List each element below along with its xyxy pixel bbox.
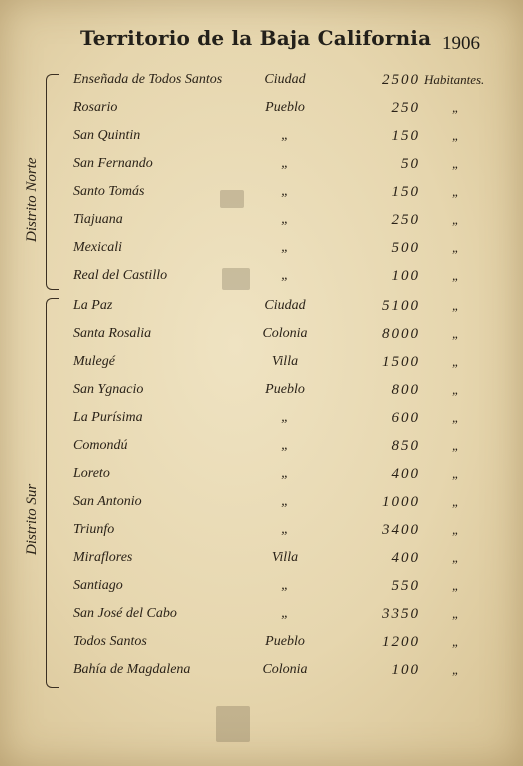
table-row <box>0 438 523 462</box>
ink-smudge <box>216 706 250 742</box>
place-name: La Purísima <box>73 410 143 425</box>
place-name: San Quintin <box>73 128 141 143</box>
place-type: Ciudad <box>264 72 306 87</box>
unit-label: „ <box>452 268 460 283</box>
unit-label: „ <box>452 240 460 255</box>
unit-label: „ <box>452 128 460 143</box>
unit-label: „ <box>452 578 460 593</box>
table-row <box>0 578 523 602</box>
place-type: „ <box>281 212 289 227</box>
place-name: Santo Tomás <box>73 184 145 199</box>
place-name: Bahía de Magdalena <box>73 662 191 677</box>
unit-label: „ <box>452 100 460 115</box>
place-type: Colonia <box>262 662 308 677</box>
population-value: 8000 <box>382 326 420 342</box>
table-row <box>0 606 523 630</box>
ink-smudge <box>220 190 244 208</box>
place-type: „ <box>281 128 289 143</box>
population-value: 1200 <box>382 634 420 650</box>
place-type: „ <box>281 438 289 453</box>
table-row <box>0 354 523 378</box>
population-value: 3400 <box>382 522 420 538</box>
place-type: „ <box>281 466 289 481</box>
table-row <box>0 240 523 264</box>
unit-label: „ <box>452 298 460 313</box>
place-name: Santiago <box>73 578 123 593</box>
unit-label: „ <box>452 522 460 537</box>
place-type: „ <box>281 268 289 283</box>
population-value: 150 <box>391 128 420 144</box>
place-name: Mulegé <box>73 354 115 369</box>
population-value: 250 <box>391 212 420 228</box>
population-value: 600 <box>391 410 420 426</box>
place-name: Todos Santos <box>73 634 147 649</box>
place-name: La Paz <box>73 298 113 313</box>
year-label: 1906 <box>442 33 480 54</box>
unit-label: „ <box>452 354 460 369</box>
place-name: Loreto <box>73 466 110 481</box>
table-row <box>0 662 523 686</box>
unit-label: „ <box>452 184 460 199</box>
table-row <box>0 466 523 490</box>
population-value: 400 <box>391 466 420 482</box>
place-name: San Antonio <box>73 494 142 509</box>
population-value: 3350 <box>382 606 420 622</box>
population-value: 100 <box>391 662 420 678</box>
place-type: „ <box>281 240 289 255</box>
district-label-norte: Distrito Norte <box>24 157 40 242</box>
place-type: „ <box>281 522 289 537</box>
population-value: 2500 <box>382 72 420 88</box>
unit-label: „ <box>452 662 460 677</box>
unit-label: „ <box>452 550 460 565</box>
place-name: Miraflores <box>73 550 133 565</box>
place-name: Tiajuana <box>73 212 123 227</box>
place-type: Villa <box>271 550 299 565</box>
table-row <box>0 634 523 658</box>
place-name: San José del Cabo <box>73 606 177 621</box>
place-type: „ <box>281 578 289 593</box>
population-value: 250 <box>391 100 420 116</box>
population-value: 100 <box>391 268 420 284</box>
table-row <box>0 326 523 350</box>
place-type: Pueblo <box>265 382 305 397</box>
table-row <box>0 100 523 124</box>
unit-label: „ <box>452 212 460 227</box>
table-row <box>0 298 523 322</box>
population-value: 50 <box>401 156 420 172</box>
place-name: Comondú <box>73 438 128 453</box>
place-name: Real del Castillo <box>73 268 168 283</box>
district-label-sur: Distrito Sur <box>24 483 40 555</box>
table-row <box>0 128 523 152</box>
unit-label: „ <box>452 494 460 509</box>
place-type: Pueblo <box>265 634 305 649</box>
place-name: Mexicali <box>73 240 122 255</box>
population-value: 400 <box>391 550 420 566</box>
table-row <box>0 382 523 406</box>
ink-smudge <box>222 268 250 290</box>
place-name: Triunfo <box>73 522 115 537</box>
place-name: Santa Rosalia <box>73 326 152 341</box>
table-row <box>0 522 523 546</box>
place-type: Colonia <box>262 326 308 341</box>
unit-label: „ <box>452 634 460 649</box>
table-row <box>0 72 523 96</box>
unit-label: „ <box>452 410 460 425</box>
table-row <box>0 184 523 208</box>
unit-label: „ <box>452 156 460 171</box>
table-row <box>0 156 523 180</box>
unit-label: „ <box>452 606 460 621</box>
unit-label: Habitantes. <box>424 72 485 87</box>
unit-label: „ <box>452 438 460 453</box>
place-type: Pueblo <box>265 100 305 115</box>
place-type: „ <box>281 410 289 425</box>
unit-label: „ <box>452 466 460 481</box>
unit-label: „ <box>452 326 460 341</box>
table-row <box>0 212 523 236</box>
unit-label: „ <box>452 382 460 397</box>
place-type: „ <box>281 606 289 621</box>
place-type: „ <box>281 494 289 509</box>
table-row <box>0 410 523 434</box>
place-name: San Fernando <box>73 156 153 171</box>
population-value: 850 <box>391 438 420 454</box>
page-title: Territorio de la Baja California <box>80 26 432 50</box>
population-value: 1000 <box>382 494 420 510</box>
place-type: Ciudad <box>264 298 306 313</box>
population-value: 5100 <box>382 298 420 314</box>
table-row <box>0 494 523 518</box>
place-type: „ <box>281 156 289 171</box>
population-value: 500 <box>391 240 420 256</box>
place-name: Enseñada de Todos Santos <box>73 72 223 87</box>
population-value: 550 <box>391 578 420 594</box>
population-value: 1500 <box>382 354 420 370</box>
table-row <box>0 550 523 574</box>
place-type: „ <box>281 184 289 199</box>
population-value: 150 <box>391 184 420 200</box>
place-name: San Ygnacio <box>73 382 144 397</box>
place-type: Villa <box>271 354 299 369</box>
table-row <box>0 268 523 292</box>
population-value: 800 <box>391 382 420 398</box>
place-name: Rosario <box>73 100 118 115</box>
